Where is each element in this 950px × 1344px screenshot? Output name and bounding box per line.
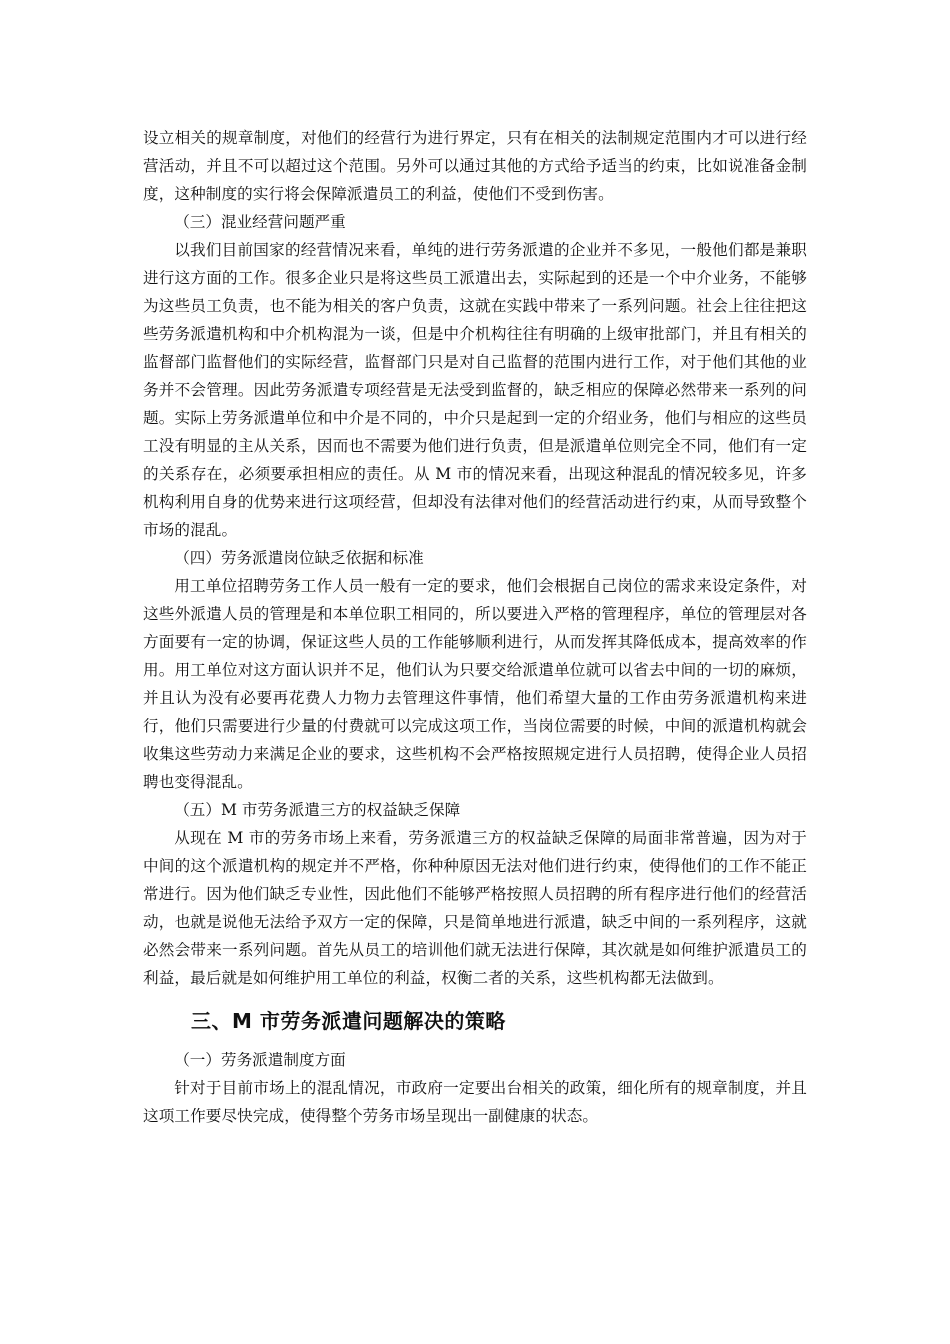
document-body — [143, 124, 807, 1130]
subsection-4-paragraph: 用工单位招聘劳务工作人员一般有一定的要求，他们会根据自己岗位的需求来设定条件，对这些外派遣人员的管理是和本单位职工相同的，所以要进入严格的管理程序，单位的管理层对各方面要有一定的协调，保证这些人员的工作能够顺利进行，从而发挥其降低成本，提高效率的作用。用工单位对这方面认识并不足，他们认为只要交给派遣单位就可以省去中间的一切的麻烦，并且认为没有必要再花费人力物力去管理这件事情，他们希望大量的工作由劳务派遣机构来进行，他们只需要进行少量的付费就可以完成这项工作，当岗位需要的时候，中间的派遣机构就会收集这些劳动力来满足企业的要求，这些机构不会严格按照规定进行人员招聘，使得企业人员招聘也变得混乱。 — [143, 577, 807, 791]
subsection-heading-5: （五）M 市劳务派遣三方的权益缺乏保障 — [174, 801, 461, 819]
subsection-heading-4: （四）劳务派遣岗位缺乏依据和标准 — [174, 549, 424, 567]
section-3-subsection-1-paragraph: 针对于目前市场上的混乱情况，市政府一定要出台相关的政策，细化所有的规章制度，并且这项工作要尽快完成，使得整个劳务市场呈现出一副健康的状态。 — [143, 1079, 807, 1125]
subsection-heading-3: （三）混业经营问题严重 — [174, 213, 346, 231]
section-title-3: 三、M 市劳务派遣问题解决的策略 — [191, 1009, 506, 1033]
section-3-subsection-heading-1: （一）劳务派遣制度方面 — [174, 1051, 346, 1069]
subsection-5-paragraph: 从现在 M 市的劳务市场上来看，劳务派遣三方的权益缺乏保障的局面非常普遍，因为对于中间的这个派遣机构的规定并不严格，你种种原因无法对他们进行约束，使得他们的工作不能正常进行。因为他们缺乏专业性，因此他们不能够严格按照人员招聘的所有程序进行他们的经营活动，也就是说他无法给予双方一定的保障，只是简单地进行派遣，缺乏中间的一系列程序，这就必然会带来一系列问题。首先从员工的培训他们就无法进行保障，其次就是如何维护派遣员工的利益，最后就是如何维护用工单位的利益，权衡二者的关系，这些机构都无法做到。 — [143, 829, 807, 987]
continuation-paragraph: 设立相关的规章制度，对他们的经营行为进行界定，只有在相关的法制规定范围内才可以进行经营活动，并且不可以超过这个范围。另外可以通过其他的方式给予适当的约束，比如说准备金制度，这种制度的实行将会保障派遣员工的利益，使他们不受到伤害。 — [143, 129, 807, 203]
subsection-3-paragraph: 以我们目前国家的经营情况来看，单纯的进行劳务派遣的企业并不多见，一般他们都是兼职进行这方面的工作。很多企业只是将这些员工派遣出去，实际起到的还是一个中介业务，不能够为这些员工负责，也不能为相关的客户负责，这就在实践中带来了一系列问题。社会上往往把这些劳务派遣机构和中介机构混为一谈，但是中介机构往往有明确的上级审批部门，并且有相关的监督部门监督他们的实际经营，监督部门只是对自己监督的范围内进行工作，对于他们其他的业务并不会管理。因此劳务派遣专项经营是无法受到监督的，缺乏相应的保障必然带来一系列的问题。实际上劳务派遣单位和中介是不同的，中介只是起到一定的介绍业务，他们与相应的这些员工没有明显的主从关系，因而也不需要为他们进行负责，但是派遣单位则完全不同，他们有一定的关系存在，必须要承担相应的责任。从 M 市的情况来看，出现这种混乱的情况较多见，许多机构利用自身的优势来进行这项经营，但却没有法律对他们的经营活动进行约束，从而导致整个市场的混乱。 — [143, 241, 807, 539]
